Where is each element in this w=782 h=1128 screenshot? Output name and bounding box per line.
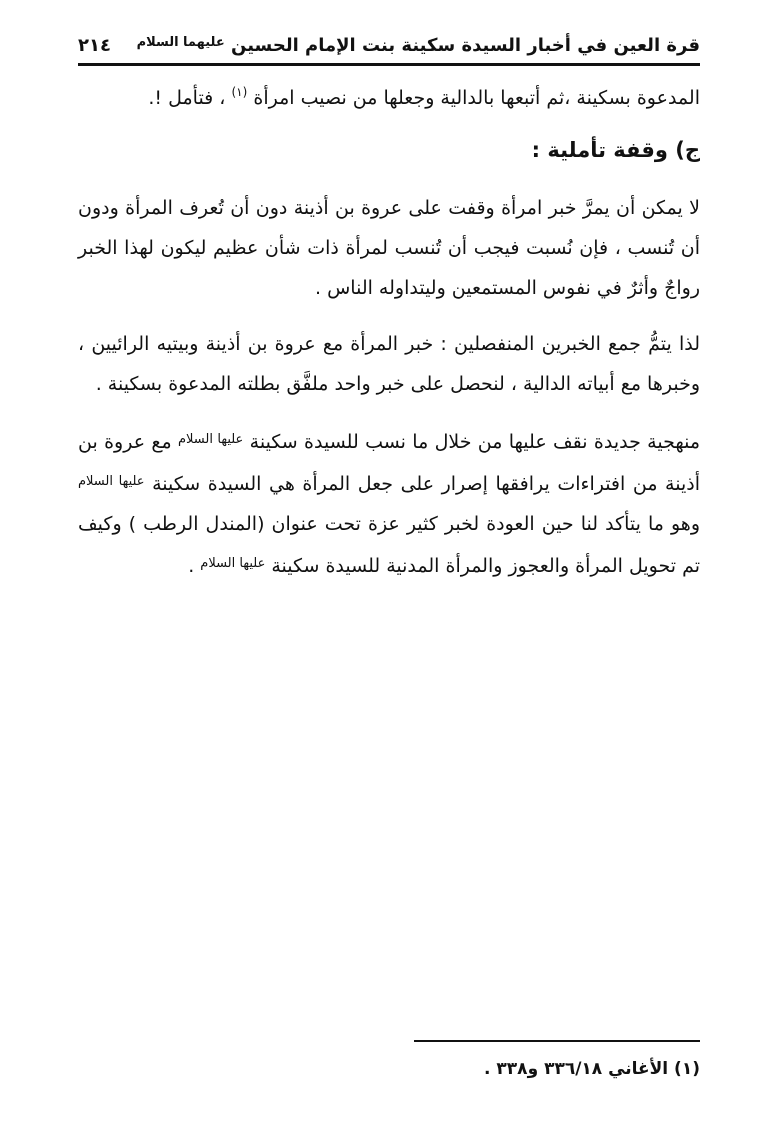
honorific-glyph: عليها السلام xyxy=(177,432,244,447)
honorific-glyph: عليها السلام xyxy=(200,556,266,571)
paragraph-3 xyxy=(78,420,700,586)
paragraph-1: لا يمكن أن يمرَّ خبر امرأة وقفت على عروة بن أذينة دون أن تُعرف المرأة ودون أن تُنسب ، فإن نُسبت فيجب أن تُنسب لمرأة ذات شأن عظيم ليكون لهذا الخبر رواجٌ وأثرٌ في نفوس المستمعين وليتداوله الناس . xyxy=(78,197,700,299)
footnote-rule xyxy=(414,1040,700,1042)
footnote-1: (١) الأغاني ٣٣٦/١٨ و٣٣٨ . xyxy=(484,1059,700,1079)
running-head-title xyxy=(137,35,700,56)
paragraph-3-part-2: مع عروة بن أذينة من افتراءات يرافقها إصرار على جعل المرأة هي السيدة سكينة xyxy=(78,431,700,495)
paragraph-3-part-4: . xyxy=(188,555,195,577)
honorific-glyph: عليهما السلام xyxy=(136,34,225,50)
continuation-text: المدعوة بسكينة ،ثم أتبعها بالدالية وجعلها من نصيب امرأة xyxy=(253,87,700,109)
running-head-title-text: قرة العين في أخبار السيدة سكينة بنت الإمام الحسين xyxy=(231,34,700,56)
paragraph-3-part-3: وهو ما يتأكد لنا حين العودة لخبر كثير عزة تحت عنوان (المندل الرطب ) وكيف تم تحويل المرأة والعجوز والمرأة المدنية للسيدة سكينة xyxy=(78,513,700,577)
page-number: ٢١٤ xyxy=(78,34,111,56)
section-heading: ج) وقفة تأملية : xyxy=(531,138,700,162)
paragraph-3-part-1: منهجية جديدة نقف عليها من خلال ما نسب للسيدة سكينة xyxy=(249,431,700,453)
honorific-glyph: عليها السلام xyxy=(78,474,145,489)
continuation-line xyxy=(78,72,700,118)
running-head xyxy=(78,30,700,60)
footnote-reference: (١) xyxy=(231,85,248,99)
header-rule xyxy=(78,63,700,66)
main-text xyxy=(78,72,700,586)
paragraph-2: لذا يتمُّ جمع الخبرين المنفصلين : خبر المرأة مع عروة بن أذينة وبيتيه الرائيين ، وخبرها مع أبياته الدالية ، لنحصل على خبر واحد ملفَّق بطلته المدعوة بسكينة . xyxy=(78,333,700,395)
continuation-text-end: ، فتأمل !. xyxy=(148,87,226,109)
